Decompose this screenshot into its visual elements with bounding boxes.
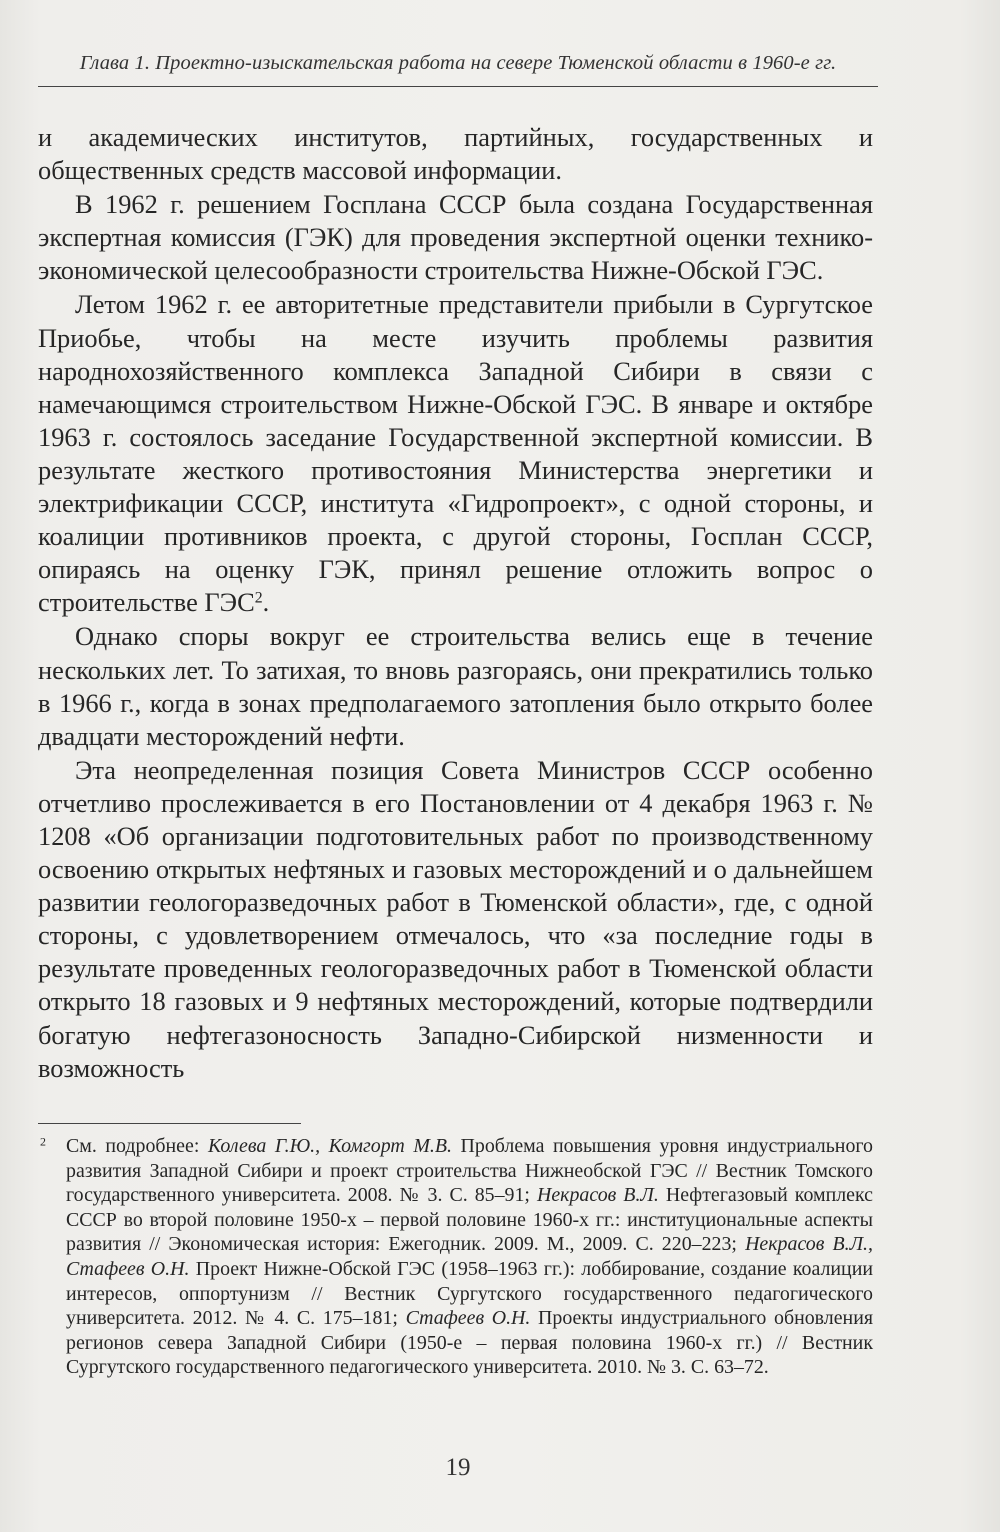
paragraph-3-end: . [262,587,270,618]
footnote-mark: 2 [40,1134,46,1149]
footnote-author-2: Некрасов В.Л. [536,1184,659,1207]
footnote-rule [38,1123,301,1124]
footnote-text-2: Проблема повышения уровня индустриального развития Западной Сибири и проект строительства Нижнеобской ГЭС // Вестник Томского государственного университета. 2008. № 3. С. 85–91; [66,1135,873,1207]
footnote-text-4: Проект Нижне-Обской ГЭС (1958–1963 гг.): лоббирование, создание коалиции интересов, оппортунизм // Вестник Сургутского государственного педагогического университета. 2012. № 4. С. 175–181; [66,1257,873,1330]
paragraph-2: В 1962 г. решением Госплана СССР была создана Государственная экспертная комиссия (ГЭК) для проведения экспертной оценки технико-экономической целесообразности строительства Нижне-Обской ГЭС. [38,189,873,286]
footnote [38,1134,873,1380]
header-rule [38,86,878,87]
paragraph-4: Однако споры вокруг ее строительства велись еще в течение нескольких лет. То затихая, то вновь разгораясь, они прекратились только в 1966 г., когда в зонах предполагаемого затопления было открыто более двадцати месторождений нефти. [38,621,873,751]
footnote-text-1: См. подробнее: [66,1135,208,1157]
page-number: 19 [445,1454,471,1481]
body-text [38,121,873,1085]
paragraph-3-text: Летом 1962 г. ее авторитетные представители прибыли в Сургутское Приобье, чтобы на месте изучить проблемы развития народнохозяйственного комплекса Западной Сибири в связи с намечающимся строительством Нижне-Обской ГЭС. В январе и октябре 1963 г. состоялось заседание Государственной экспертной комиссии. В результате жесткого противостояния Министерства энергетики и электрификации СССР, института «Гидропроект», с одной стороны, и коалиции противников проекта, с другой стороны, Госплан СССР, опираясь на оценку ГЭК, принял решение отложить вопрос о строительстве ГЭС [38,289,873,618]
footnote-author-3: Некрасов В.Л., Стафеев О.Н. [66,1233,874,1280]
footnote-author-4: Стафеев О.Н. [405,1307,531,1330]
footnote-text-3: Нефтегазовый комплекс СССР во второй половине 1950-х – первой половине 1960-х гг.: институциональные аспекты развития // Экономическая история: Ежегодник. 2009. М., 2009. С. 220–223; [66,1184,873,1256]
running-head: Глава 1. Проектно-изыскательская работа на севере Тюменской области в 1960-е гг. [79,52,837,74]
footnote-reference: 2 [254,589,263,607]
paragraph-1: и академических институтов, партийных, государственных и общественных средств массовой информации. [38,122,873,186]
footnote-body [38,1134,873,1380]
paragraph-5: Эта неопределенная позиция Совета Министров СССР особенно отчетливо прослеживается в его Постановлении от 4 декабря 1963 г. № 1208 «Об организации подготовительных работ по производственному освоению открытых нефтяных и газовых месторождений и о дальнейшем развитии геологоразведочных работ в Тюменской области», где, с одной стороны, с удовлетворением отмечалось, что «за последние годы в результате проведенных геологоразведочных работ в Тюменской области открыто 18 газовых и 9 нефтяных месторождений, которые подтвердили богатую нефтегазоносность Западно-Сибирской низменности и возможность [38,754,873,1083]
footnote-author-1: Колева Г.Ю., Комгорт М.В. [207,1135,452,1157]
paragraph-3 [38,288,873,619]
footnote-text-5: Проекты индустриального обновления регионов севера Западной Сибири (1950-е – первая половина 1960-х гг.) // Вестник Сургутского государственного педагогического университета. 2010. № 3. С. 63–72. [66,1307,873,1379]
footnote-mark-wrap [38,1134,66,1159]
